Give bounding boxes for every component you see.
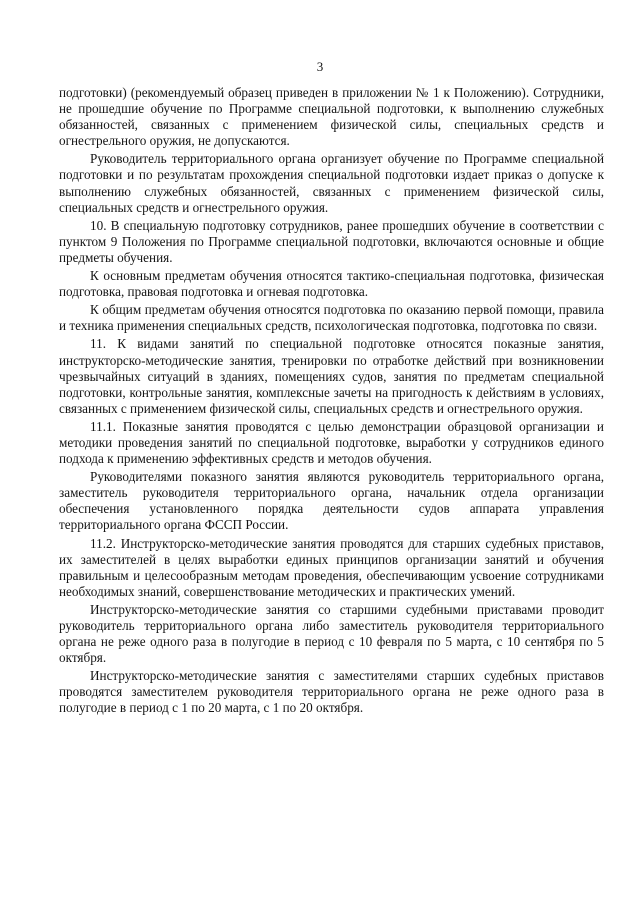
paragraph-training-order: Руководитель территориального органа организует обучение по Программе специальной подготовки и по результатам прохождения специальной подготовки издает приказ о допуске к выполнению служебных обязанностей, связанных с применением физической силы, специальных средств и огнестрельного оружия. [59, 151, 604, 215]
paragraph-11-1: 11.1. Показные занятия проводятся с целью демонстрации образцовой организации и методики проведения занятий по специальной подготовке, выработки у сотрудников единого подхода к применению эффективных средств и методов обучения. [59, 418, 604, 467]
paragraph-senior-bailiffs-sessions: Инструкторско-методические занятия со старшими судебными приставами проводит руководитель территориального органа либо заместитель руководителя территориального органа не реже одного раза в полугодие в период с 10 февраля по 5 марта, с 10 сентября по 5 октября. [59, 601, 604, 666]
paragraph-11-2: 11.2. Инструкторско-методические занятия проводятся для старших судебных приставов, их заместителей в целях выработки единых принципов организации занятий и обучения правильным и целесообразным методам проведения, обеспечивающим усвоение сотрудниками необходимых знаний, совершенствование методических и практических умений. [59, 535, 604, 599]
paragraph-demo-leaders: Руководителями показного занятия являются руководитель территориального органа, заместитель руководителя территориального органа, начальник отдела организации обеспечения установленного порядка деятельности судов аппарата управления территориального органа ФССП России. [59, 469, 604, 533]
paragraph-main-subjects: К основным предметам обучения относятся тактико-специальная подготовка, физическая подготовка, правовая подготовка и огневая подготовка. [59, 268, 604, 300]
paragraph-11: 11. К видами занятий по специальной подготовке относятся показные занятия, инструкторско-методические занятия, тренировки по отработке действий при возникновении чрезвычайных ситуаций в зданиях, помещениях судов, занятия по предметам специальной подготовки, контрольные занятия, комплексные зачеты на пригодность к действиям в условиях, связанных с применением физической силы, специальных средств и огнестрельного оружия. [59, 336, 604, 416]
paragraph-deputy-sessions: Инструкторско-методические занятия с заместителями старших судебных приставов проводятся заместителем руководителя территориального органа не реже одного раза в полугодие в период с 1 по 20 марта, с 1 по 20 октября. [59, 668, 604, 716]
paragraph-general-subjects: К общим предметам обучения относятся подготовка по оказанию первой помощи, правила и техника применения специальных средств, психологическая подготовка, подготовка по связи. [59, 302, 604, 334]
document-body [59, 85, 604, 719]
paragraph-10: 10. В специальную подготовку сотрудников, ранее прошедших обучение в соответствии с пунктом 9 Положения по Программе специальной подготовки, включаются основные и общие предметы обучения. [59, 217, 604, 265]
page-number: 3 [316, 59, 324, 74]
paragraph-continuation: подготовки) (рекомендуемый образец приведен в приложении № 1 к Положению). Сотрудники, не прошедшие обучение по Программе специальной подготовки, к выполнению служебных обязанностей, связанных с применением физической силы, специальных средств и огнестрельного оружия, не допускаются. [59, 85, 604, 149]
